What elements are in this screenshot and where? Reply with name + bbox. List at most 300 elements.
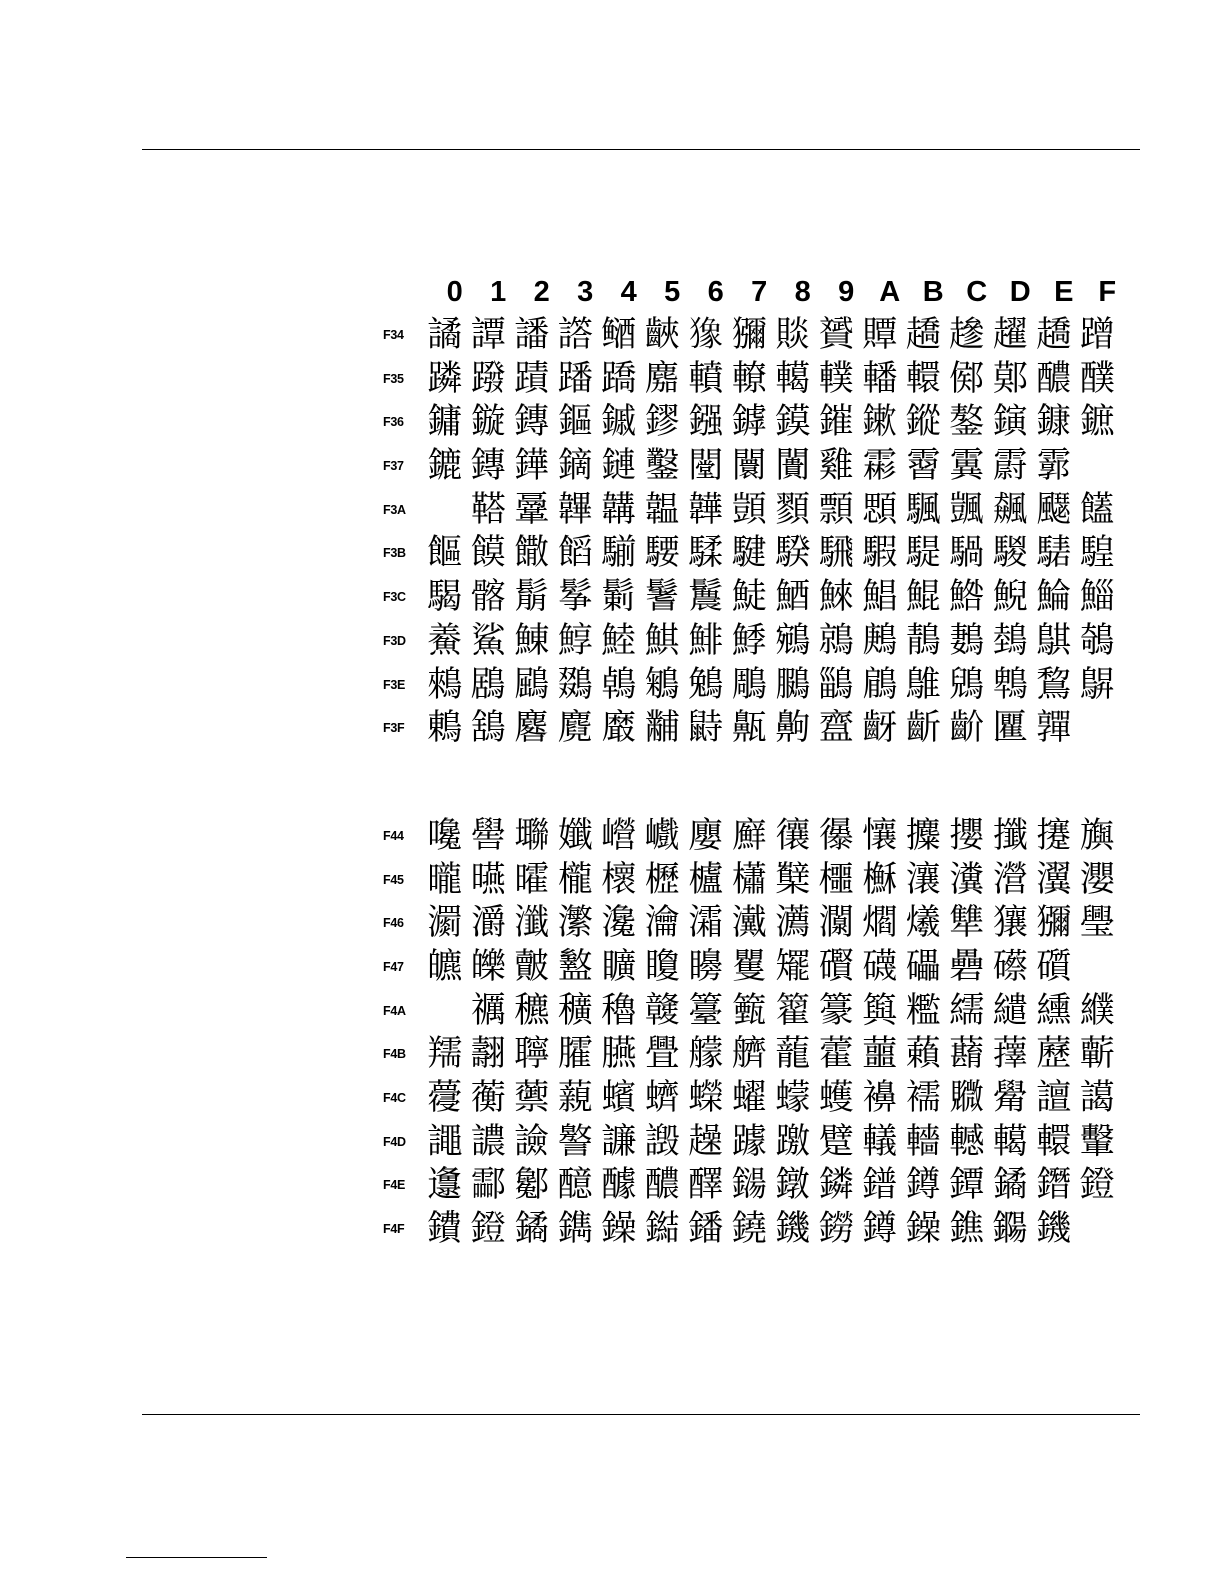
table-row <box>383 707 1143 751</box>
glyph-cell: 矌 <box>601 946 637 987</box>
glyph-cell: 鯙 <box>557 620 593 661</box>
glyph-cell: 蘛 <box>949 1034 985 1075</box>
glyph-cell: 鶌 <box>514 664 550 705</box>
glyph-cell: 饃 <box>470 533 506 574</box>
glyph-cell: 趫 <box>905 315 941 355</box>
table-row <box>383 358 1143 402</box>
glyph-cell: 蠙 <box>601 1078 637 1118</box>
glyph-cell: 蠖 <box>818 1078 854 1118</box>
column-header: 3 <box>577 276 594 308</box>
glyph-cell: 髂 <box>470 577 506 618</box>
glyph-cell: 盭 <box>557 946 593 987</box>
glyph-cell: 鏣 <box>1079 402 1115 443</box>
glyph-cell: 瀵 <box>949 859 985 900</box>
glyph-cell: 廮 <box>688 815 724 856</box>
glyph-cell: 饊 <box>514 533 550 574</box>
glyph-cell: 鐰 <box>905 1209 941 1250</box>
glyph-cell: 獼 <box>1036 903 1072 944</box>
glyph-cell: 鏄 <box>514 402 550 443</box>
column-header: A <box>879 276 901 308</box>
glyph-cell: 騧 <box>949 533 985 574</box>
table-row <box>383 1208 1143 1252</box>
glyph-cell: 騣 <box>992 533 1028 574</box>
glyph-cell: 櫨 <box>688 859 724 900</box>
glyph-cell: 鵨 <box>470 708 506 749</box>
glyph-cell: 艩 <box>731 1034 767 1075</box>
glyph-cell: 瀹 <box>644 903 680 944</box>
glyph-cell: 鵩 <box>775 664 811 705</box>
glyph-cell: 爓 <box>862 903 898 944</box>
table-row <box>383 1077 1143 1121</box>
column-header: C <box>966 276 988 308</box>
glyph-cell: 顋 <box>862 489 898 530</box>
glyph-cell: 鶋 <box>470 664 506 705</box>
glyph-cell: 騚 <box>601 533 637 574</box>
row-code-label: F3F <box>383 721 405 736</box>
glyph-cell: 䶝 <box>644 315 680 355</box>
glyph-cell: 鵹 <box>1036 664 1072 705</box>
glyph-cell: 贉 <box>862 315 898 355</box>
glyph-cell: 齀 <box>731 708 767 749</box>
glyph-cell: 忁 <box>818 815 854 856</box>
glyph-cell: 鯕 <box>644 620 680 661</box>
glyph-cell: 蹻 <box>601 358 637 399</box>
glyph-cell: 鶇 <box>427 708 463 749</box>
glyph-cell: 璺 <box>1079 903 1115 944</box>
row-code-label: F4A <box>383 1003 406 1018</box>
table-row <box>383 664 1143 708</box>
glyph-cell: 鐑 <box>644 1209 680 1250</box>
glyph-cell: 矲 <box>775 946 811 987</box>
glyph-cell: 饀 <box>557 533 593 574</box>
glyph-cell: 鯂 <box>775 577 811 618</box>
glyph-cell: 蘉 <box>427 1078 463 1118</box>
glyph-cell: 韠 <box>557 489 593 530</box>
glyph-cell: 巆 <box>601 815 637 856</box>
glyph-cell: 蹸 <box>427 358 463 399</box>
glyph-cell: 鯠 <box>818 577 854 618</box>
glyph-cell: 轕 <box>992 1121 1028 1162</box>
glyph-cell: 闤 <box>731 446 767 487</box>
row-code-label: F4B <box>383 1047 406 1062</box>
glyph-cell: 嚳 <box>470 815 506 856</box>
glyph-cell: 鏊 <box>949 402 985 443</box>
glyph-cell: 曨 <box>427 859 463 900</box>
glyph-cell: 攖 <box>949 815 985 856</box>
table-row <box>383 990 1143 1034</box>
glyph-cell: 鏂 <box>557 402 593 443</box>
row-code-label: F37 <box>383 459 404 474</box>
glyph-cell: 闠 <box>775 446 811 487</box>
glyph-cell: 趮 <box>688 1121 724 1162</box>
glyph-cell: 櫳 <box>557 859 593 900</box>
glyph-cell: 鵷 <box>775 620 811 661</box>
glyph-cell: 嚲 <box>1036 708 1072 749</box>
glyph-cell: 韡 <box>688 489 724 530</box>
glyph-cell: 藽 <box>557 1078 593 1118</box>
glyph-cell: 雞 <box>818 446 854 487</box>
glyph-cell: 轑 <box>731 358 767 399</box>
glyph-cell: 騢 <box>862 533 898 574</box>
glyph-cell: 鏐 <box>644 402 680 443</box>
glyph-cell: 櫰 <box>601 859 637 900</box>
row-code-label: F35 <box>383 371 404 386</box>
glyph-cell: 蘀 <box>992 1034 1028 1075</box>
glyph-cell: 騕 <box>644 533 680 574</box>
glyph-cell: 鯟 <box>514 620 550 661</box>
glyph-cell: 轓 <box>862 358 898 399</box>
glyph-cell: 顠 <box>818 489 854 530</box>
glyph-cell: 鬇 <box>557 577 593 618</box>
glyph-cell: 轒 <box>688 358 724 399</box>
glyph-cell: 鵳 <box>862 664 898 705</box>
glyph-cell: 轘 <box>1036 1121 1072 1162</box>
glyph-cell: 鵽 <box>557 664 593 705</box>
glyph-cell: 鯐 <box>731 577 767 618</box>
glyph-cell: 鏇 <box>470 402 506 443</box>
glyph-cell: 瀳 <box>775 903 811 944</box>
glyph-cell: 鏬 <box>731 402 767 443</box>
glyph-cell: 皪 <box>470 946 506 987</box>
glyph-cell: 譣 <box>514 1121 550 1162</box>
glyph-cell: 鐖 <box>775 1209 811 1250</box>
table-row <box>383 902 1143 946</box>
table-row <box>383 946 1143 990</box>
glyph-cell: 襦 <box>905 1078 941 1118</box>
glyph-cell: 鯚 <box>731 620 767 661</box>
glyph-cell: 鏌 <box>775 402 811 443</box>
glyph-cell: 麑 <box>557 708 593 749</box>
row-code-label: F36 <box>383 415 404 430</box>
glyph-cell: 酁 <box>514 1165 550 1206</box>
glyph-cell: 瀿 <box>557 903 593 944</box>
block-gap <box>383 751 1143 815</box>
column-header: D <box>1009 276 1031 308</box>
glyph-cell: 蘌 <box>514 1078 550 1118</box>
glyph-cell: 翿 <box>470 1034 506 1075</box>
glyph-cell: 轚 <box>1079 1121 1115 1162</box>
glyph-cell: 鐍 <box>514 1209 550 1250</box>
glyph-cell: 鵰 <box>731 664 767 705</box>
glyph-cell: 藿 <box>818 1034 854 1075</box>
row-code-label: F4E <box>383 1178 406 1193</box>
row-code-label: F3E <box>383 677 406 692</box>
glyph-cell: 羺 <box>427 1034 463 1075</box>
glyph-cell: 颿 <box>905 489 941 530</box>
glyph-cell: 灁 <box>818 903 854 944</box>
column-header: 5 <box>664 276 681 308</box>
glyph-cell: 鐖 <box>1036 1209 1072 1250</box>
glyph-cell: 鏈 <box>601 446 637 487</box>
glyph-cell: 蘁 <box>862 1034 898 1075</box>
code-block-f3 <box>383 314 1143 751</box>
column-header: E <box>1054 276 1074 308</box>
column-header: 8 <box>794 276 811 308</box>
glyph-cell: 蠗 <box>731 1078 767 1118</box>
glyph-cell: 鐇 <box>688 1209 724 1250</box>
glyph-cell: 籊 <box>775 990 811 1031</box>
column-header: 7 <box>751 276 768 308</box>
glyph-cell: 闛 <box>688 446 724 487</box>
glyph-cell: 穮 <box>514 990 550 1031</box>
glyph-cell: 鏵 <box>514 446 550 487</box>
glyph-cell: 瀻 <box>731 903 767 944</box>
glyph-cell: 趯 <box>992 315 1028 355</box>
glyph-cell <box>1076 707 1120 751</box>
glyph-cell: 灀 <box>688 903 724 944</box>
glyph-cell: 忀 <box>775 815 811 856</box>
row-code-label: F4C <box>383 1091 406 1105</box>
glyph-cell: 騞 <box>1036 533 1072 574</box>
glyph-cell <box>1076 445 1120 489</box>
glyph-cell: 鯊 <box>470 620 506 661</box>
glyph-cell: 礨 <box>949 946 985 987</box>
glyph-cell: 騔 <box>427 577 463 618</box>
glyph-cell: 鶁 <box>818 620 854 661</box>
glyph-cell: 鯦 <box>949 577 985 618</box>
table-row <box>383 620 1143 664</box>
glyph-cell: 齍 <box>818 708 854 749</box>
glyph-cell: 櫪 <box>644 859 680 900</box>
glyph-cell: 藶 <box>1036 1034 1072 1075</box>
glyph-cell: 躆 <box>731 1121 767 1162</box>
glyph-cell: 轕 <box>775 358 811 399</box>
row-code-label: F3A <box>383 502 406 517</box>
glyph-cell: 攕 <box>992 815 1028 856</box>
glyph-cell: 颽 <box>949 489 985 530</box>
glyph-cell: 鏹 <box>688 402 724 443</box>
glyph-cell: 觷 <box>992 1078 1028 1118</box>
glyph-cell: 譝 <box>427 1121 463 1162</box>
glyph-cell: 匷 <box>992 708 1028 749</box>
glyph-cell: 韞 <box>644 489 680 530</box>
table-row <box>383 532 1143 576</box>
glyph-cell: 鬐 <box>644 577 680 618</box>
glyph-cell: 黼 <box>644 708 680 749</box>
glyph-cell: 孅 <box>557 815 593 856</box>
glyph-cell: 籈 <box>731 990 767 1031</box>
glyph-cell: 瀱 <box>427 903 463 944</box>
glyph-cell: 鯤 <box>905 577 941 618</box>
glyph-cell: 飋 <box>1036 489 1072 530</box>
glyph-cell: 繻 <box>949 990 985 1031</box>
glyph-cell: 齘 <box>949 708 985 749</box>
glyph-cell: 鑿 <box>644 446 680 487</box>
glyph-cell: 譠 <box>1036 1078 1072 1118</box>
footer-rule <box>142 1414 1140 1415</box>
glyph-cell: 醲 <box>644 1165 680 1206</box>
row-code-label: F46 <box>383 916 404 931</box>
glyph-cell: 籇 <box>818 990 854 1031</box>
glyph-cell: 鏔 <box>992 402 1028 443</box>
glyph-cell: 鐏 <box>905 1165 941 1206</box>
glyph-cell: 韝 <box>601 489 637 530</box>
row-code-label: F3D <box>383 633 406 648</box>
glyph-cell: 鵴 <box>644 664 680 705</box>
glyph-cell: 櫹 <box>731 859 767 900</box>
glyph-cell: 霫 <box>905 446 941 487</box>
glyph-cell <box>423 489 467 533</box>
glyph-cell <box>1076 946 1120 990</box>
glyph-cell: 爔 <box>905 903 941 944</box>
glyph-cell: 蹳 <box>470 358 506 399</box>
glyph-cell: 鐏 <box>862 1209 898 1250</box>
glyph-cell: 蘢 <box>775 1034 811 1075</box>
glyph-cell: 䴥 <box>644 358 680 399</box>
glyph-cell: 鶅 <box>818 664 854 705</box>
glyph-cell: 攗 <box>905 815 941 856</box>
glyph-cell: 賧 <box>775 315 811 355</box>
glyph-cell: 霬 <box>949 446 985 487</box>
glyph-cell: 醵 <box>601 1165 637 1206</box>
glyph-cell: 籅 <box>862 990 898 1031</box>
glyph-cell: 饚 <box>1079 489 1115 530</box>
glyph-cell: 譗 <box>557 315 593 355</box>
glyph-cell: 鶀 <box>1036 620 1072 661</box>
glyph-cell: 譥 <box>557 1121 593 1162</box>
glyph-cell: 鐙 <box>470 1209 506 1250</box>
glyph-cell: 礥 <box>818 946 854 987</box>
glyph-cell: 瀴 <box>1079 859 1115 900</box>
glyph-cell: 瀼 <box>905 859 941 900</box>
code-block-f4 <box>383 815 1143 1252</box>
glyph-cell: 繾 <box>992 990 1028 1031</box>
glyph-cell: 醲 <box>1036 358 1072 399</box>
table-row <box>383 1164 1143 1208</box>
glyph-cell: 譒 <box>514 315 550 355</box>
table-row <box>383 1121 1143 1165</box>
glyph-cell: 鵻 <box>905 664 941 705</box>
glyph-cell: 鄚 <box>992 358 1028 399</box>
glyph-cell: 邍 <box>427 1165 463 1206</box>
glyph-cell: 躄 <box>818 1121 854 1162</box>
glyph-cell: 瀷 <box>1036 859 1072 900</box>
glyph-cell: 顗 <box>731 489 767 530</box>
glyph-cell: 鵫 <box>601 664 637 705</box>
footnote-rule <box>126 1557 267 1558</box>
glyph-cell: 鏦 <box>905 402 941 443</box>
glyph-cell: 譎 <box>427 315 463 355</box>
glyph-cell: 鐠 <box>862 1165 898 1206</box>
glyph-cell: 攓 <box>1036 815 1072 856</box>
glyph-cell: 醳 <box>688 1165 724 1206</box>
glyph-cell: 䟃 <box>949 315 985 355</box>
glyph-cell: 饇 <box>427 533 463 574</box>
glyph-cell: 鐃 <box>731 1209 767 1250</box>
glyph-cell: 鬎 <box>601 577 637 618</box>
glyph-cell: 巇 <box>644 815 680 856</box>
column-header: B <box>922 276 944 308</box>
glyph-cell: 騠 <box>905 533 941 574</box>
glyph-cell: 皾 <box>514 946 550 987</box>
glyph-cell: 鵱 <box>992 620 1028 661</box>
glyph-cell: 鏚 <box>601 402 637 443</box>
column-header: 4 <box>620 276 637 308</box>
glyph-cell: 鵯 <box>992 664 1028 705</box>
glyph-cell: 鏞 <box>427 402 463 443</box>
glyph-cell: 鏙 <box>818 402 854 443</box>
row-code-label: F3C <box>383 590 406 605</box>
glyph-cell: 櫱 <box>775 859 811 900</box>
glyph-cell: 鐫 <box>557 1209 593 1250</box>
glyph-cell: 鐰 <box>601 1209 637 1250</box>
row-code-label: F47 <box>383 959 404 974</box>
glyph-cell: 鐔 <box>949 1165 985 1206</box>
glyph-cell: 鯔 <box>1079 577 1115 618</box>
glyph-cell: 礧 <box>905 946 941 987</box>
glyph-cell: 霦 <box>862 446 898 487</box>
glyph-cell: 礣 <box>862 946 898 987</box>
glyph-cell: 鶊 <box>862 620 898 661</box>
glyph-cell: 舋 <box>644 1034 680 1075</box>
glyph-cell: 齗 <box>905 708 941 749</box>
glyph-cell: 蠑 <box>688 1078 724 1118</box>
glyph-cell: 櫮 <box>818 859 854 900</box>
glyph-cell: 鵵 <box>688 664 724 705</box>
header-rule <box>142 149 1140 150</box>
glyph-cell: 鐍 <box>992 1165 1028 1206</box>
glyph-cell: 醭 <box>1079 358 1115 399</box>
glyph-cell: 皫 <box>427 946 463 987</box>
glyph-cell: 齖 <box>862 708 898 749</box>
table-row <box>383 1033 1143 1077</box>
row-code-label: F4F <box>383 1222 405 1237</box>
glyph-cell: 鶄 <box>905 620 941 661</box>
glyph-cell: 譭 <box>644 1121 680 1162</box>
glyph-cell: 鞳 <box>470 489 506 530</box>
glyph-cell: 騛 <box>818 533 854 574</box>
glyph-cell: 鶆 <box>427 664 463 705</box>
glyph-cell: 騝 <box>731 533 767 574</box>
glyph-cell: 鵸 <box>1079 620 1115 661</box>
glyph-cell: 鏑 <box>557 446 593 487</box>
glyph-cell: 鐨 <box>427 1209 463 1250</box>
glyph-cell: 飆 <box>992 489 1028 530</box>
glyph-cell: 瀺 <box>601 903 637 944</box>
glyph-cell: 鶈 <box>949 620 985 661</box>
glyph-cell: 鯧 <box>862 577 898 618</box>
glyph-cell: 糮 <box>905 990 941 1031</box>
glyph-cell: 鏄 <box>470 446 506 487</box>
table-row <box>383 859 1143 903</box>
glyph-cell: 譚 <box>470 315 506 355</box>
glyph-cell: 礤 <box>992 946 1028 987</box>
glyph-cell: 鐊 <box>992 1209 1028 1250</box>
glyph-cell: 鐎 <box>949 1209 985 1250</box>
glyph-cell: 鐋 <box>731 1165 767 1206</box>
glyph-cell: 穬 <box>557 990 593 1031</box>
glyph-cell: 騜 <box>1079 533 1115 574</box>
column-header: 1 <box>490 276 507 308</box>
glyph-cell: 鐓 <box>775 1165 811 1206</box>
glyph-cell: 譪 <box>1079 1078 1115 1118</box>
glyph-cell <box>1076 1208 1120 1252</box>
glyph-cell: 旟 <box>1079 815 1115 856</box>
glyph-cell: 臙 <box>601 1034 637 1075</box>
glyph-cell: 鯥 <box>601 620 637 661</box>
glyph-cell: 矏 <box>688 946 724 987</box>
glyph-cell: 矍 <box>731 946 767 987</box>
glyph-cell: 鶂 <box>949 664 985 705</box>
glyph-cell: 籉 <box>688 990 724 1031</box>
glyph-cell: 礩 <box>1036 946 1072 987</box>
row-code-label: F44 <box>383 828 404 843</box>
glyph-cell: 覹 <box>949 1078 985 1118</box>
glyph-cell: 穭 <box>601 990 637 1031</box>
glyph-cell: 霨 <box>992 446 1028 487</box>
glyph-cell: 譨 <box>470 1121 506 1162</box>
glyph-cell: 聹 <box>514 1034 550 1075</box>
